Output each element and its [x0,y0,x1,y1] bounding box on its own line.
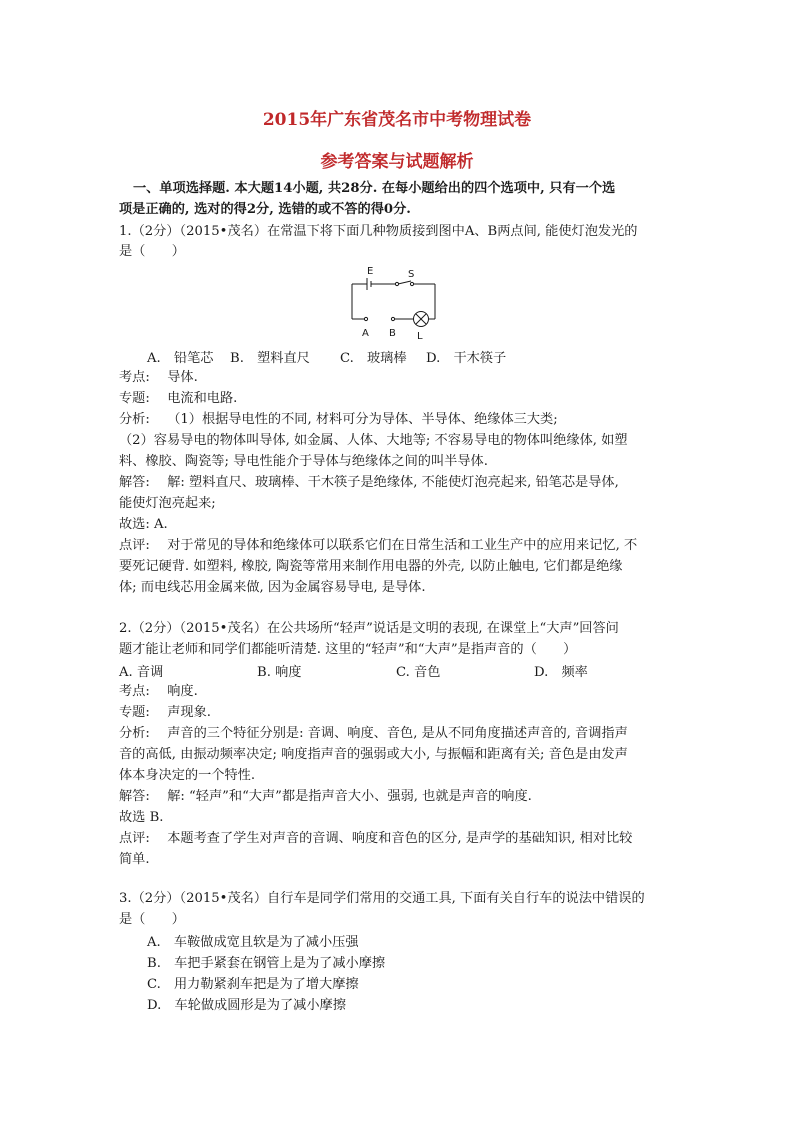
document-subtitle: 参考答案与试题解析 [320,152,474,172]
q1-analysis-line: 点评: 对于常见的导体和绝缘体可以联系它们在日常生活和工业生产中的应用来记忆, 不 [119,538,638,553]
q1-analysis-line: 料、橡胶、陶瓷等; 导电性能介于导体与绝缘体之间的叫半导体. [119,454,488,469]
q2-answer: 故选 B. [119,810,164,825]
section-header-line-2: 项是正确的, 选对的得2分, 选错的或不答的得0分. [119,202,411,217]
switch-blade [398,281,411,284]
q1-analysis-line: 考点: 导体. [119,370,198,385]
q3-stem-line-2: 是（ ） [119,912,185,927]
q1-option-d: D. 干木筷子 [426,351,507,366]
q1-circuit-diagram [340,264,450,344]
q2-stem-line-1: 2.（2分）（2015•茂名）在公共场所“轻声”说话是文明的表现, 在课堂上“大声”回答问 [119,621,619,636]
q1-analysis-line: 分析: （1）根据导电性的不同, 材料可分为导体、半导体、绝缘体三大类; [119,412,558,427]
q2-option-b: B. 响度 [257,665,302,680]
circuit-label-e: E [367,266,374,277]
q1-analysis-line: 要死记硬背. 如塑料, 橡胶, 陶瓷等常用来制作用电器的外壳, 以防止触电, 它们都是绝缘 [119,559,623,574]
q2-analysis-line: 音的高低, 由振动频率决定; 响度指声音的强弱或大小, 与振幅和距离有关; 音色是由发声 [119,747,628,762]
q1-option-c: C. 玻璃棒 [340,351,407,366]
q2-option-d: D. 频率 [534,665,588,680]
q3-option-d: D. 车轮做成圆形是为了减小摩擦 [147,998,346,1013]
q2-analysis-line: 考点: 响度. [119,684,198,699]
q2-analysis-line: 专题: 声现象. [119,705,211,720]
q1-analysis-line: （2）容易导电的物体叫导体, 如金属、人体、大地等; 不容易导电的物体叫绝缘体, 如塑 [119,433,628,448]
q2-analysis-line: 体本身决定的一个特性. [119,768,256,783]
q3-stem-line-1: 3.（2分）（2015•茂名）自行车是同学们常用的交通工具, 下面有关自行车的说法中错误的 [119,891,645,906]
q1-stem-line-2: 是（ ） [119,244,185,259]
q1-option-b: B. 塑料直尺 [230,351,310,366]
q1-stem-line-1: 1.（2分）（2015•茂名）在常温下将下面几种物质接到图中A、B两点间, 能使灯泡发光的 [119,224,638,239]
circuit-label-b: B [389,328,396,339]
circuit-label-l: L [417,331,423,342]
q2-analysis-line: 点评: 本题考查了学生对声音的音调、响度和音色的区分, 是声学的基础知识, 相对比较 [119,831,633,846]
q2-analysis-line: 分析: 声音的三个特征分别是: 音调、响度、音色, 是从不同角度描述声音的, 音调指声 [119,726,628,741]
q1-analysis-line: 专题: 电流和电路. [119,391,238,406]
q2-analysis-line: 解答: 解: “轻声”和“大声”都是指声音大小、强弱, 也就是声音的响度. [119,789,532,804]
circuit-label-a: A [362,328,369,339]
q1-analysis-line: 体; 而电线芯用金属来做, 因为金属容易导电, 是导体. [119,580,426,595]
q2-option-c: C. 音色 [396,665,441,680]
document-title: 2015年广东省茂名市中考物理试卷 [262,110,532,130]
section-header-line-1: 一、单项选择题. 本大题14小题, 共28分. 在每小题给出的四个选项中, 只有一个选 [133,181,616,196]
q1-option-a: A. 铅笔芯 [147,351,214,366]
circuit-label-s: S [408,269,415,280]
q1-analysis-line: 能使灯泡亮起来; [119,496,216,511]
q3-option-a: A. 车鞍做成宽且软是为了减小压强 [147,935,359,950]
q2-stem-line-2: 题才能让老师和同学们都能听清楚. 这里的“轻声”和“大声”是指声音的（ ） [119,642,577,657]
q2-option-a: A. 音调 [119,665,164,680]
q1-answer: 故选: A. [119,517,168,532]
q3-option-b: B. 车把手紧套在钢管上是为了减小摩擦 [147,956,386,971]
q3-option-c: C. 用力勒紧刹车把是为了增大摩擦 [147,977,359,992]
q2-analysis-line: 简单. [119,852,150,867]
q1-analysis-line: 解答: 解: 塑料直尺、玻璃棒、干木筷子是绝缘体, 不能使灯泡亮起来, 铅笔芯是导体, [119,475,619,490]
